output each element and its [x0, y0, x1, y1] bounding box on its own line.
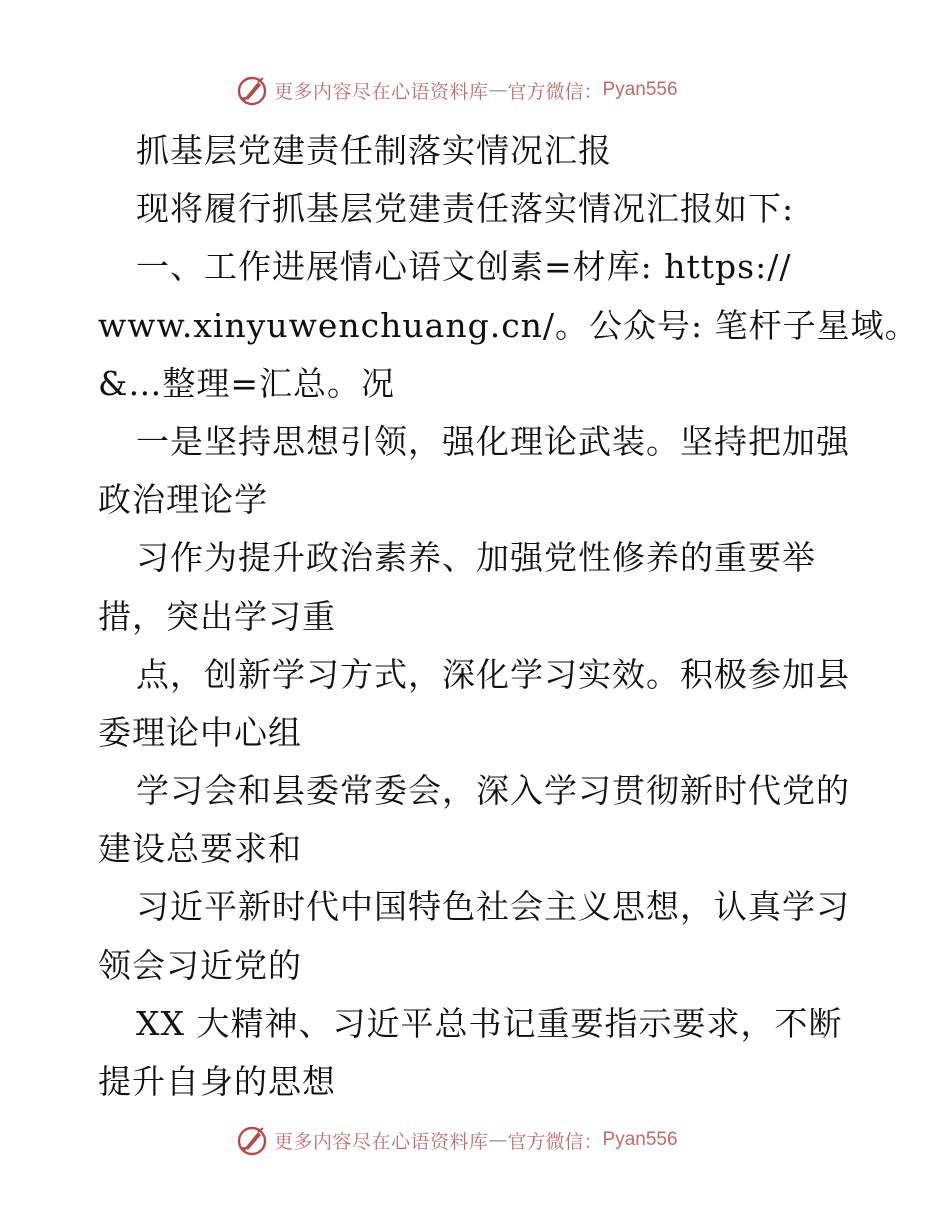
banner-wechat-id: Pyan556 — [602, 1129, 678, 1150]
banner-wechat-id: Pyan556 — [602, 79, 678, 100]
banner-brand-text: 更多内容尽在心语资料库 — [274, 1130, 489, 1153]
paragraph-line: 提升自身的思想 — [98, 1062, 336, 1101]
paragraph-line: 点，创新学习方式，深化学习实效。积极参加县 — [136, 654, 850, 694]
paragraph-line: 现将履行抓基层党建责任落实情况汇报如下: — [136, 189, 795, 229]
paragraph-line: 领会习近党的 — [98, 945, 302, 985]
paragraph-line: 一是坚持思想引领，强化理论武装。坚持把加强 — [136, 421, 850, 461]
banner-official-label: 官方微信： — [507, 80, 603, 103]
paragraph-line: &…整理=汇总。况 — [98, 363, 396, 403]
document-body — [98, 122, 919, 1111]
paragraph-line: XX 大精神、习近平总书记重要指示要求，不断 — [136, 1003, 843, 1043]
paragraph-line: 委理论中心组 — [98, 712, 302, 752]
paragraph-line: 抓基层党建责任制落实情况汇报 — [136, 131, 612, 170]
paragraph-line: 措，突出学习重 — [98, 596, 336, 636]
banner-brand-text: 更多内容尽在心语资料库 — [274, 80, 489, 103]
footer-banner — [236, 1122, 678, 1158]
banner-official-label: 官方微信： — [507, 1130, 603, 1153]
quill-pen-seal-icon — [236, 1124, 268, 1156]
paragraph-line: 政治理论学 — [98, 480, 268, 520]
paragraph-line: 习作为提升政治素养、加强党性修养的重要举 — [136, 538, 816, 578]
banner-separator: — — [488, 79, 508, 101]
paragraph-line: 建设总要求和 — [98, 829, 302, 869]
banner-separator: — — [488, 1129, 508, 1151]
paragraph-line: 一、工作进展情心语文创素=材库: https:// — [136, 247, 792, 287]
paragraph-line: www.xinyuwenchuang.cn/。公众号: 笔杆子星域。 — [98, 305, 919, 345]
header-banner — [236, 72, 678, 108]
paragraph-line: 习近平新时代中国特色社会主义思想，认真学习 — [136, 887, 850, 927]
quill-pen-seal-icon — [236, 74, 268, 106]
paragraph-line: 学习会和县委常委会，深入学习贯彻新时代党的 — [136, 771, 850, 811]
